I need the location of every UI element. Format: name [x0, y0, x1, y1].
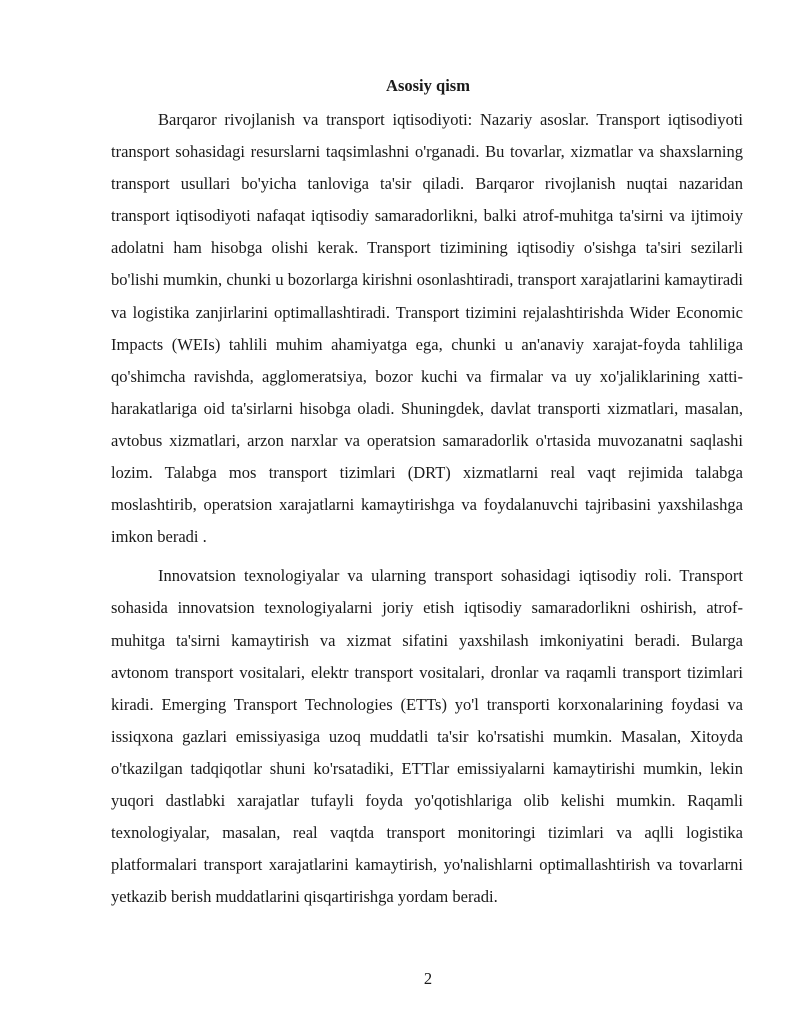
body-text	[111, 104, 743, 913]
paragraph-sustainable-development: Barqaror rivojlanish va transport iqtisodiyoti: Nazariy asoslar. Transport iqtisodiyoti transport sohasidagi resurslarni taqsimlashni o'rganadi. Bu tovarlar, xizmatlar va shaxslarning transport usullari bo'yicha tanloviga ta'sir qiladi. Barqaror rivojlanish nuqtai nazaridan transport iqtisodiyoti nafaqat iqtisodiy samaradorlikni, balki atrof-muhitga ta'sirni va ijtimoiy adolatni ham hisobga olishi kerak. Transport tizimining iqtisodiy o'sishga ta'siri sezilarli bo'lishi mumkin, chunki u bozorlarga kirishni osonlashtiradi, transport xarajatlarini kamaytiradi va logistika zanjirlarini optimallashtiradi. Transport tizimini rejalashtirishda Wider Economic Impacts (WEIs) tahlili muhim ahamiyatga ega, chunki u an'anaviy xarajat-foyda tahliliga qo'shimcha ravishda, agglomeratsiya, bozor kuchi va firmalar va uy xo'jaliklarining xatti-harakatlariga oid ta'sirlarni hisobga oladi. Shuningdek, davlat transporti xizmatlari, masalan, avtobus xizmatlari, arzon narxlar va operatsion samaradorlik o'rtasida muvozanatni saqlashi lozim. Talabga mos transport tizimlari (DRT) xizmatlarni real vaqt rejimida talabga moslashtirib, operatsion xarajatlarni kamaytirishga va foydalanuvchi tajribasini yaxshilashga imkon beradi .	[111, 110, 743, 547]
page-number: 2	[423, 969, 433, 988]
paragraph-innovative-technologies: Innovatsion texnologiyalar va ularning transport sohasidagi iqtisodiy roli. Transport sohasida innovatsion texnologiyalarni joriy etish iqtisodiy samaradorlikni oshirish, atrof-muhitga ta'sirni kamaytirish va xizmat sifatini yaxshilash imkoniyatini beradi. Bularga avtonom transport vositalari, elektr transport vositalari, dronlar va raqamli transport tizimlari kiradi. Emerging Transport Technologies (ETTs) yo'l transporti korxonalarining foydasi va issiqxona gazlari emissiyasiga uzoq muddatli ta'sir ko'rsatishi mumkin. Masalan, Xitoyda o'tkazilgan tadqiqotlar shuni ko'rsatadiki, ETTlar emissiyalarni kamaytirishi mumkin, lekin yuqori dastlabki xarajatlar tufayli foyda yo'qotishlariga olib kelishi mumkin. Raqamli texnologiyalar, masalan, real vaqtda transport monitoringi tizimlari va aqlli logistika platformalari transport xarajatlarini kamaytirish, yo'nalishlarni optimallashtirish va tovarlarni yetkazib berish muddatlarini qisqartirishga yordam beradi.	[111, 566, 743, 907]
section-heading: Asosiy qism	[386, 76, 470, 95]
